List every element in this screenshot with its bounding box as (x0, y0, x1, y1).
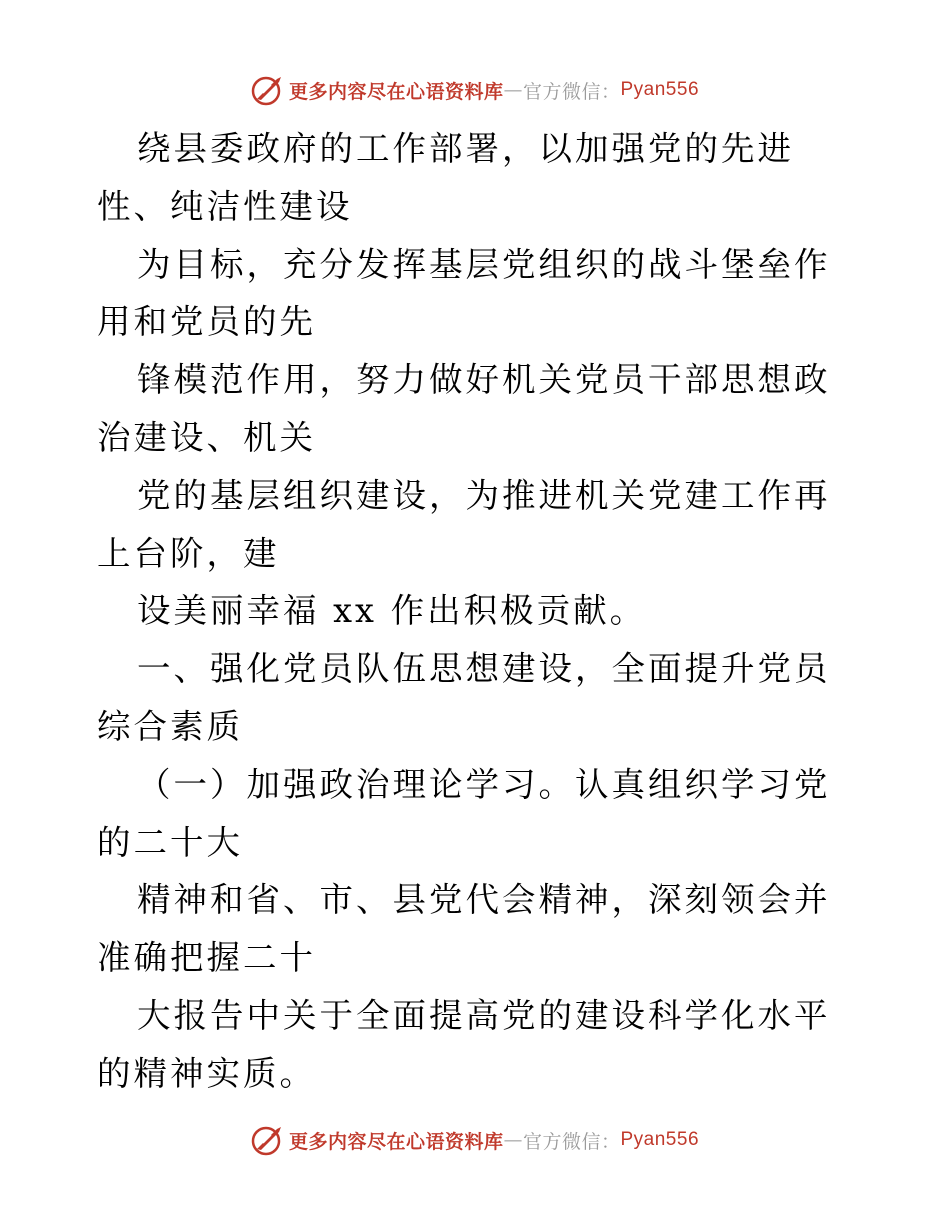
banner-wechat-handle: Pyan556 (620, 1129, 700, 1150)
banner-separator: — (503, 1129, 523, 1151)
banner-brand-text: 更多内容尽在心语资料库 (288, 1130, 504, 1153)
body-paragraph: 绕县委政府的工作部署，以加强党的先进性、纯洁性建设 (97, 129, 794, 226)
body-paragraph: 精神和省、市、县党代会精神，深刻领会并准确把握二十 (97, 880, 831, 978)
body-paragraph: 党的基层组织建设，为推进机关党建工作再上台阶，建 (97, 475, 831, 573)
body-paragraph: 设美丽幸福 xx 作出积极贡献。 (137, 591, 647, 631)
banner-brand-text: 更多内容尽在心语资料库 (288, 80, 504, 103)
document-body (97, 120, 853, 1103)
body-paragraph: 锋模范作用，努力做好机关党员干部思想政治建设、机关 (97, 360, 831, 457)
banner-wechat-handle: Pyan556 (620, 79, 700, 100)
section-heading: 一、强化党员队伍思想建设，全面提升党员综合素质 (97, 649, 831, 746)
quill-pen-logo-icon (251, 1123, 285, 1157)
header-banner (0, 70, 950, 110)
quill-pen-logo-icon (251, 73, 285, 107)
body-paragraph: 为目标，充分发挥基层党组织的战斗堡垒作用和党员的先 (97, 244, 831, 342)
footer-banner (0, 1120, 950, 1160)
banner-separator: — (503, 79, 523, 101)
body-paragraph: 大报告中关于全面提高党的建设科学化水平的精神实质。 (97, 995, 831, 1093)
banner-wechat-label: 官方微信： (522, 80, 621, 103)
subsection-heading: （一）加强政治理论学习。认真组织学习党的二十大 (97, 764, 831, 862)
banner-wechat-label: 官方微信： (522, 1130, 621, 1153)
